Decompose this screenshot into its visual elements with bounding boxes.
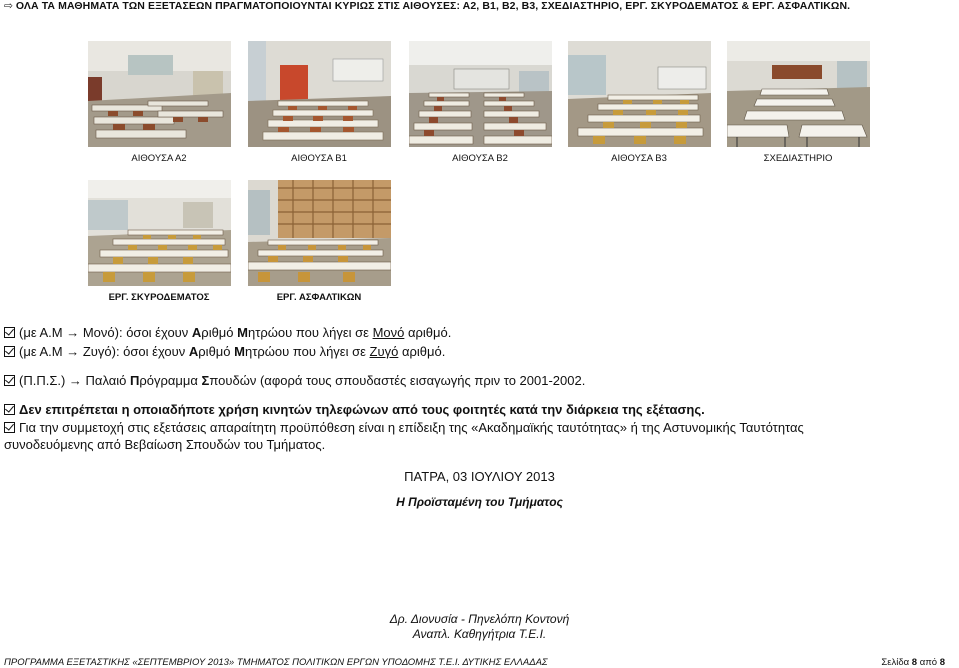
checkbox-icon: [4, 422, 15, 433]
caption-room-b2: ΑΙΘΟΥΣΑ Β2: [452, 153, 508, 164]
caption-drafting-room: ΣΧΕΔΙΑΣΤΗΡΙΟ: [763, 153, 833, 164]
caption-asphalt-lab: ΕΡΓ. ΑΣΦΑΛΤΙΚΩΝ: [276, 292, 362, 303]
room-photo-concrete-lab: [88, 180, 231, 286]
header-note: [4, 0, 850, 12]
arrow-icon: →: [66, 325, 80, 340]
room-photo-b1: [248, 41, 391, 147]
room-photo-b3: [568, 41, 711, 147]
note-old-curriculum: (Π.Π.Σ.) → Παλαιό Πρόγραμμα Σπουδών (αφορά τους σπουδαστές εισαγωγής πριν το 2001-2002.: [4, 373, 585, 388]
footer-title: ΠΡΟΓΡΑΜΜΑ ΕΞΕΤΑΣΤΙΚΗΣ «ΣΕΠΤΕΜΒΡΙΟΥ 2013» ΤΜΗΜΑΤΟΣ ΠΟΛΙΤΙΚΩΝ ΕΡΓΩΝ ΥΠΟΔΟΜΗΣ Τ.Ε.Ι. ΔΥΤΙΚΗΣ ΕΛΛΑΔΑΣ: [4, 657, 548, 668]
signer-role: Αναπλ. Καθηγήτρια Τ.Ε.Ι.: [412, 627, 547, 641]
page-counter: Σελίδα 8 από 8: [881, 657, 945, 668]
checkbox-icon: [4, 375, 15, 386]
room-photo-a2: [88, 41, 231, 147]
head-of-department-title: Η Προϊσταμένη του Τμήματος: [396, 495, 563, 509]
page-number: 8: [911, 657, 918, 668]
caption-room-b1: ΑΙΘΟΥΣΑ Β1: [291, 153, 347, 164]
caption-room-b3: ΑΙΘΟΥΣΑ Β3: [611, 153, 667, 164]
note-odd-am: (με Α.Μ → Μονό): όσοι έχουν Αριθμό Μητρώου που λήγει σε Μονό αριθμό.: [4, 325, 451, 340]
header-text: ΟΛΑ ΤΑ ΜΑΘΗΜΑΤΑ ΤΩΝ ΕΞΕΤΑΣΕΩΝ ΠΡΑΓΜΑΤΟΠΟΙΟΥΝΤΑΙ ΚΥΡΙΩΣ ΣΤΙΣ ΑΙΘΟΥΣΕΣ: Α2, Β1, Β2, Β3, ΣΧΕΔΙΑΣΤΗΡΙΟ, ΕΡΓ. ΣΚΥΡΟΔΕΜΑΤΟΣ & ΕΡΓ. ΑΣΦΑΛΤΙΚΩΝ.: [15, 0, 851, 12]
note-no-phones: Δεν επιτρέπεται η οποιαδήποτε χρήση κινητών τηλεφώνων από τους φοιτητές κατά την διάρκεια της εξέτασης.: [4, 402, 705, 417]
checkbox-icon: [4, 404, 15, 415]
checkbox-icon: [4, 327, 15, 338]
room-photo-asphalt-lab: [248, 180, 391, 286]
signer-name: Δρ. Διονυσία - Πηνελόπη Κοντονή: [389, 612, 570, 626]
arrow-icon: ⇨: [4, 0, 13, 12]
note-even-am: (με Α.Μ → Ζυγό): όσοι έχουν Αριθμό Μητρώου που λήγει σε Ζυγό αριθμό.: [4, 344, 445, 359]
room-photo-drafting: [727, 41, 870, 147]
page-total: 8: [939, 657, 945, 668]
arrow-icon: →: [68, 373, 82, 388]
place-date: ΠΑΤΡΑ, 03 ΙΟΥΛΙΟΥ 2013: [404, 469, 555, 484]
caption-room-a2: ΑΙΘΟΥΣΑ Α2: [131, 153, 187, 164]
checkbox-icon: [4, 346, 15, 357]
room-photo-b2: [409, 41, 552, 147]
note-id-required: Για την συμμετοχή στις εξετάσεις απαραίτητη προϋπόθεση είναι η επίδειξη της «Ακαδημαϊκής ταυτότητας» ή της Αστυνομικής Ταυτότητας: [4, 420, 804, 435]
note-id-required-cont: συνοδευόμενης από Βεβαίωση Σπουδών του Τμήματος.: [4, 437, 326, 452]
arrow-icon: →: [66, 344, 80, 359]
caption-concrete-lab: ΕΡΓ. ΣΚΥΡΟΔΕΜΑΤΟΣ: [108, 292, 210, 303]
